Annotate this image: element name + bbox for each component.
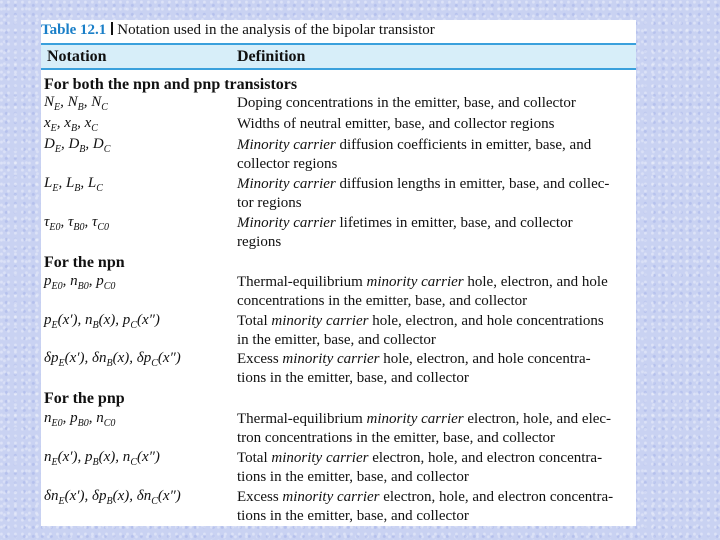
definition-pnp-excess (237, 488, 631, 526)
notation-lifetimes: $\tau_{E0}$, $\tau_{B0}$, $\tau_{C0}$ (44, 214, 110, 233)
definition-line: tions in the emitter, base, and collector (237, 370, 469, 386)
definition-line: Widths of neutral emitter, base, and collector regions (237, 116, 555, 132)
section-title-npn: For the npn (44, 254, 125, 271)
notation-pnp-excess: $\delta n_E(x')$, $\delta p_B(x)$, $\delta n_C(x'')$ (44, 488, 181, 507)
definition-line: tions in the emitter, base, and collector (237, 508, 469, 524)
notation-table (41, 20, 636, 526)
notation-npn-excess: $\delta p_E(x')$, $\delta n_B(x)$, $\delta p_C(x'')$ (44, 350, 181, 369)
section-title-both: For both the npn and pnp transistors (44, 76, 298, 93)
definition-npn-excess (237, 350, 631, 388)
definition-doping (237, 94, 631, 113)
table-title: Notation used in the analysis of the bipolar transistor (117, 22, 435, 38)
header-definition: Definition (237, 48, 306, 65)
definition-line: Excess minority carrier electron, hole, and electron concentra- (237, 489, 614, 505)
notation-diffusion-lengths: $L_E$, $L_B$, $L_C$ (44, 175, 103, 194)
definition-line: Minority carrier lifetimes in emitter, base, and collector (237, 215, 573, 231)
definition-line: Minority carrier diffusion lengths in emitter, base, and collec- (237, 176, 610, 192)
definition-lifetimes (237, 214, 631, 252)
definition-line: Thermal-equilibrium minority carrier hole, electron, and hole (237, 274, 608, 290)
notation-widths: $x_E$, $x_B$, $x_C$ (44, 115, 98, 134)
definition-line: in the emitter, base, and collector (237, 332, 436, 348)
definition-npn-total (237, 312, 631, 350)
definition-diffusion-coefficients (237, 136, 631, 174)
definition-line: collector regions (237, 156, 338, 172)
definition-npn-equilibrium (237, 273, 631, 311)
definition-line: tron concentrations in the emitter, base, and collector (237, 430, 556, 446)
definition-pnp-total (237, 449, 631, 487)
definition-line: tions in the emitter, base, and collector (237, 469, 469, 485)
definition-line: Doping concentrations in the emitter, base, and collector (237, 95, 576, 111)
definition-diffusion-lengths (237, 175, 631, 213)
notation-npn-total: $p_E(x')$, $n_B(x)$, $p_C(x'')$ (44, 312, 160, 331)
notation-diffusion-coefficients: $D_E$, $D_B$, $D_C$ (44, 136, 111, 155)
notation-pnp-total: $n_E(x')$, $p_B(x)$, $n_C(x'')$ (44, 449, 160, 468)
definition-pnp-equilibrium (237, 410, 631, 448)
caption-separator (111, 22, 113, 35)
definition-line: concentrations in the emitter, base, and collector (237, 293, 528, 309)
notation-doping: $N_E$, $N_B$, $N_C$ (44, 94, 108, 113)
definition-line: regions (237, 234, 282, 250)
notation-npn-equilibrium: $p_{E0}$, $n_{B0}$, $p_{C0}$ (44, 273, 116, 292)
table-caption (41, 20, 636, 43)
definition-line: Thermal-equilibrium minority carrier electron, hole, and elec- (237, 411, 612, 427)
definition-line: Total minority carrier electron, hole, and electron concentra- (237, 450, 603, 466)
definition-line: tor regions (237, 195, 302, 211)
section-title-pnp: For the pnp (44, 390, 125, 407)
definition-line: Total minority carrier hole, electron, and hole concentrations (237, 313, 604, 329)
table-number: Table 12.1 (41, 22, 107, 38)
notation-pnp-equilibrium: $n_{E0}$, $p_{B0}$, $n_{C0}$ (44, 410, 116, 429)
definition-widths (237, 115, 631, 134)
definition-line: Minority carrier diffusion coefficients in emitter, base, and (237, 137, 592, 153)
header-notation: Notation (47, 48, 107, 65)
definition-line: Excess minority carrier hole, electron, and hole concentra- (237, 351, 591, 367)
table-header (41, 43, 636, 70)
